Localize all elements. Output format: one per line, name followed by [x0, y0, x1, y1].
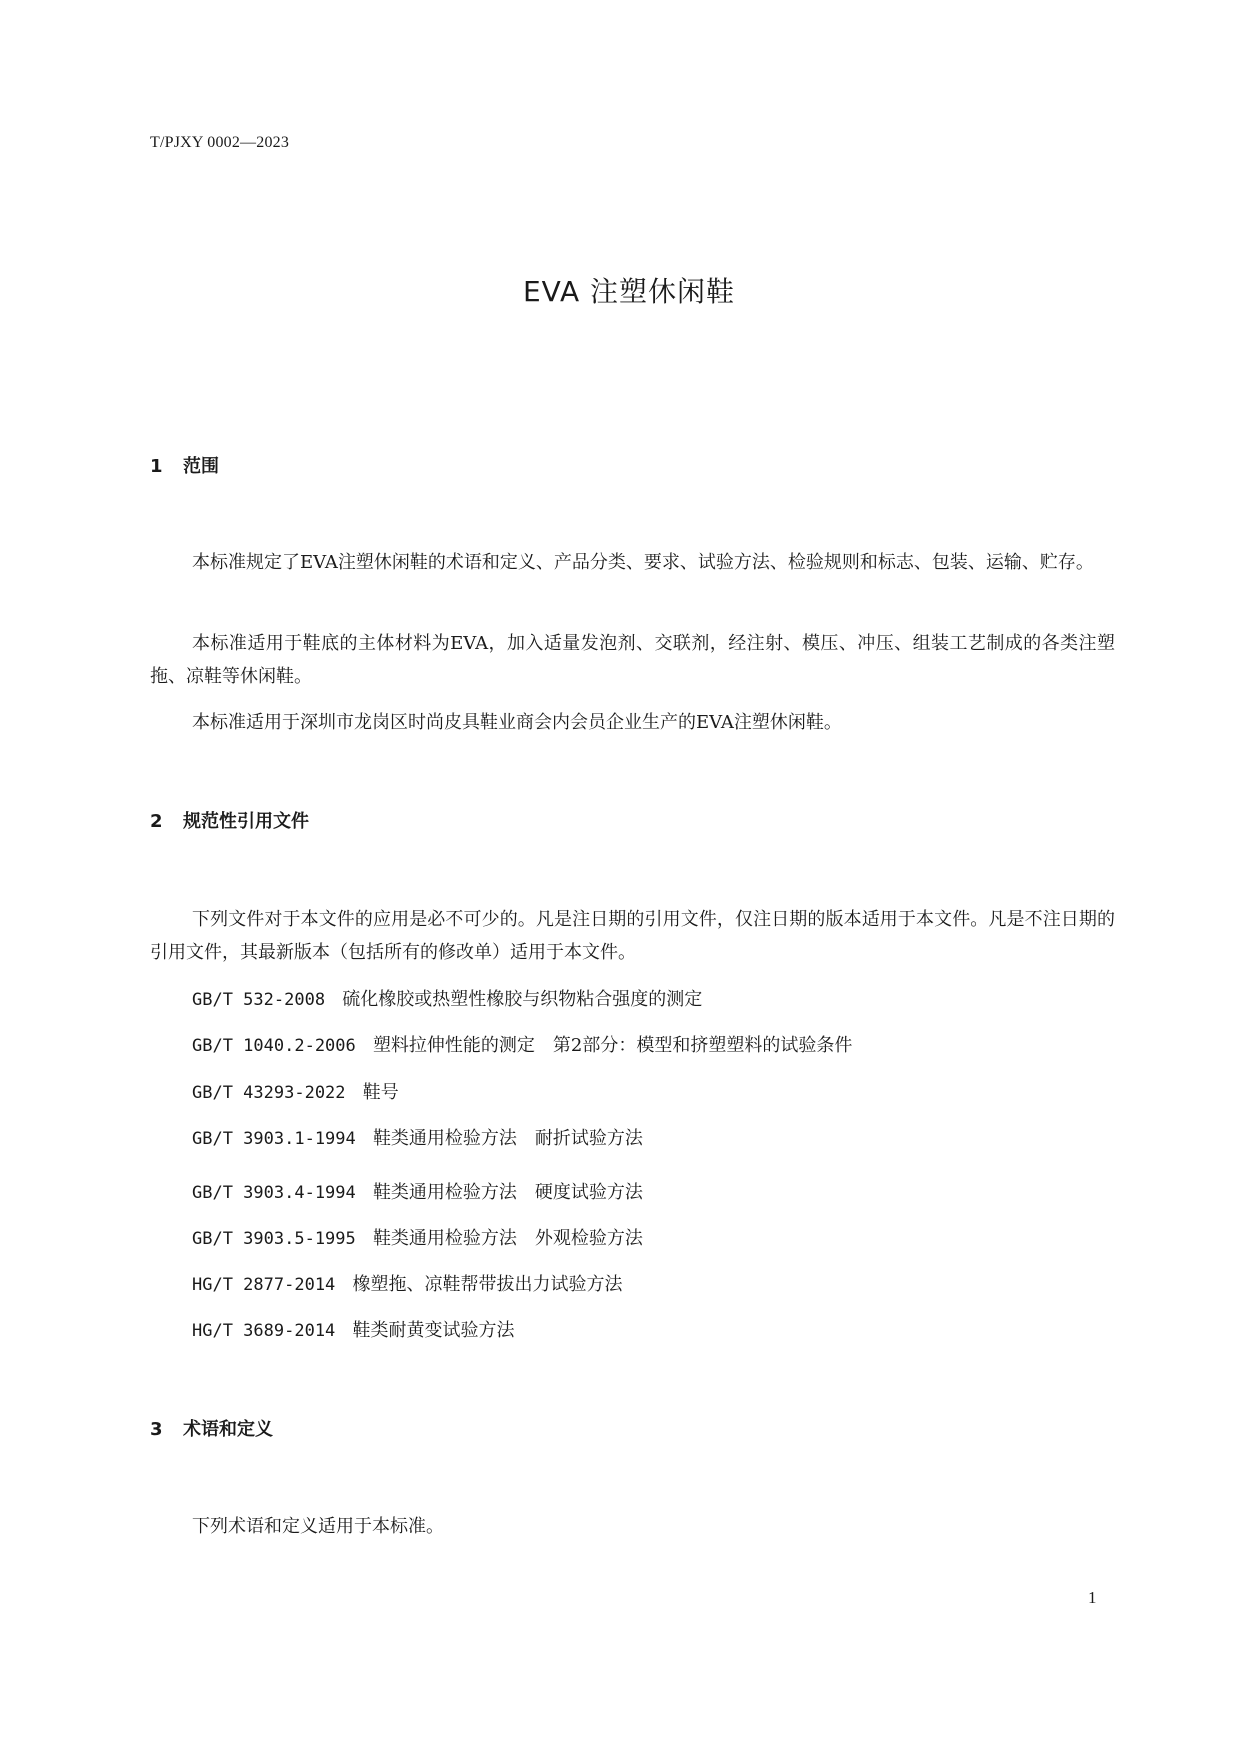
section-number: 3	[150, 1419, 163, 1440]
section-heading-normative-references	[150, 807, 309, 833]
reference-title: 塑料拉伸性能的测定 第2部分：模型和挤塑塑料的试验条件	[372, 1035, 853, 1056]
paragraph: 本标准适用于鞋底的主体材料为EVA，加入适量发泡剂、交联剂，经注射、模压、冲压、组装工艺制成的各类注塑拖、凉鞋等休闲鞋。	[150, 633, 1115, 687]
section-heading-scope	[150, 452, 219, 478]
reference-code: HG/T 3689-2014	[192, 1321, 336, 1341]
reference-code: GB/T 532-2008	[192, 990, 326, 1010]
reference-item	[192, 985, 702, 1011]
paragraph: 下列术语和定义适用于本标准。	[192, 1516, 444, 1537]
reference-code: GB/T 3903.4-1994	[192, 1183, 356, 1203]
reference-title: 鞋类通用检验方法 硬度试验方法	[372, 1182, 643, 1203]
reference-item	[192, 1224, 643, 1250]
reference-title: 鞋类通用检验方法 耐折试验方法	[372, 1128, 643, 1149]
reference-item	[192, 1078, 399, 1104]
reference-title: 鞋类通用检验方法 外观检验方法	[372, 1228, 643, 1249]
section-heading-terms-and-definitions	[150, 1415, 273, 1441]
section-title: 范围	[183, 456, 219, 477]
paragraph: 下列文件对于本文件的应用是必不可少的。凡是注日期的引用文件，仅注日期的版本适用于本文件。凡是不注日期的引用文件，其最新版本（包括所有的修改单）适用于本文件。	[150, 909, 1115, 963]
document-code: T/PJXY 0002—2023	[150, 134, 290, 151]
paragraph: 本标准适用于深圳市龙岗区时尚皮具鞋业商会内会员企业生产的EVA注塑休闲鞋。	[192, 712, 842, 733]
reference-title: 硫化橡胶或热塑性橡胶与织物粘合强度的测定	[342, 989, 703, 1010]
reference-code: GB/T 3903.1-1994	[192, 1129, 356, 1149]
reference-code: GB/T 43293-2022	[192, 1083, 346, 1103]
section-number: 2	[150, 811, 163, 832]
reference-item	[192, 1270, 622, 1296]
section-number: 1	[150, 456, 163, 477]
reference-title: 鞋类耐黄变试验方法	[352, 1320, 515, 1341]
reference-item	[192, 1316, 514, 1342]
paragraph: 本标准规定了EVA注塑休闲鞋的术语和定义、产品分类、要求、试验方法、检验规则和标志、包装、运输、贮存。	[192, 552, 1094, 573]
reference-item	[192, 1124, 643, 1150]
reference-title: 鞋号	[362, 1082, 399, 1103]
reference-code: HG/T 2877-2014	[192, 1275, 336, 1295]
reference-code: GB/T 3903.5-1995	[192, 1229, 356, 1249]
section-title: 规范性引用文件	[183, 811, 309, 832]
page-number: 1	[1088, 1588, 1097, 1607]
section-title: 术语和定义	[183, 1419, 273, 1440]
reference-title: 橡塑拖、凉鞋帮带拔出力试验方法	[352, 1274, 623, 1295]
reference-item	[192, 1178, 643, 1204]
document-title: EVA 注塑休闲鞋	[522, 275, 736, 308]
reference-code: GB/T 1040.2-2006	[192, 1036, 356, 1056]
reference-item	[192, 1031, 852, 1057]
